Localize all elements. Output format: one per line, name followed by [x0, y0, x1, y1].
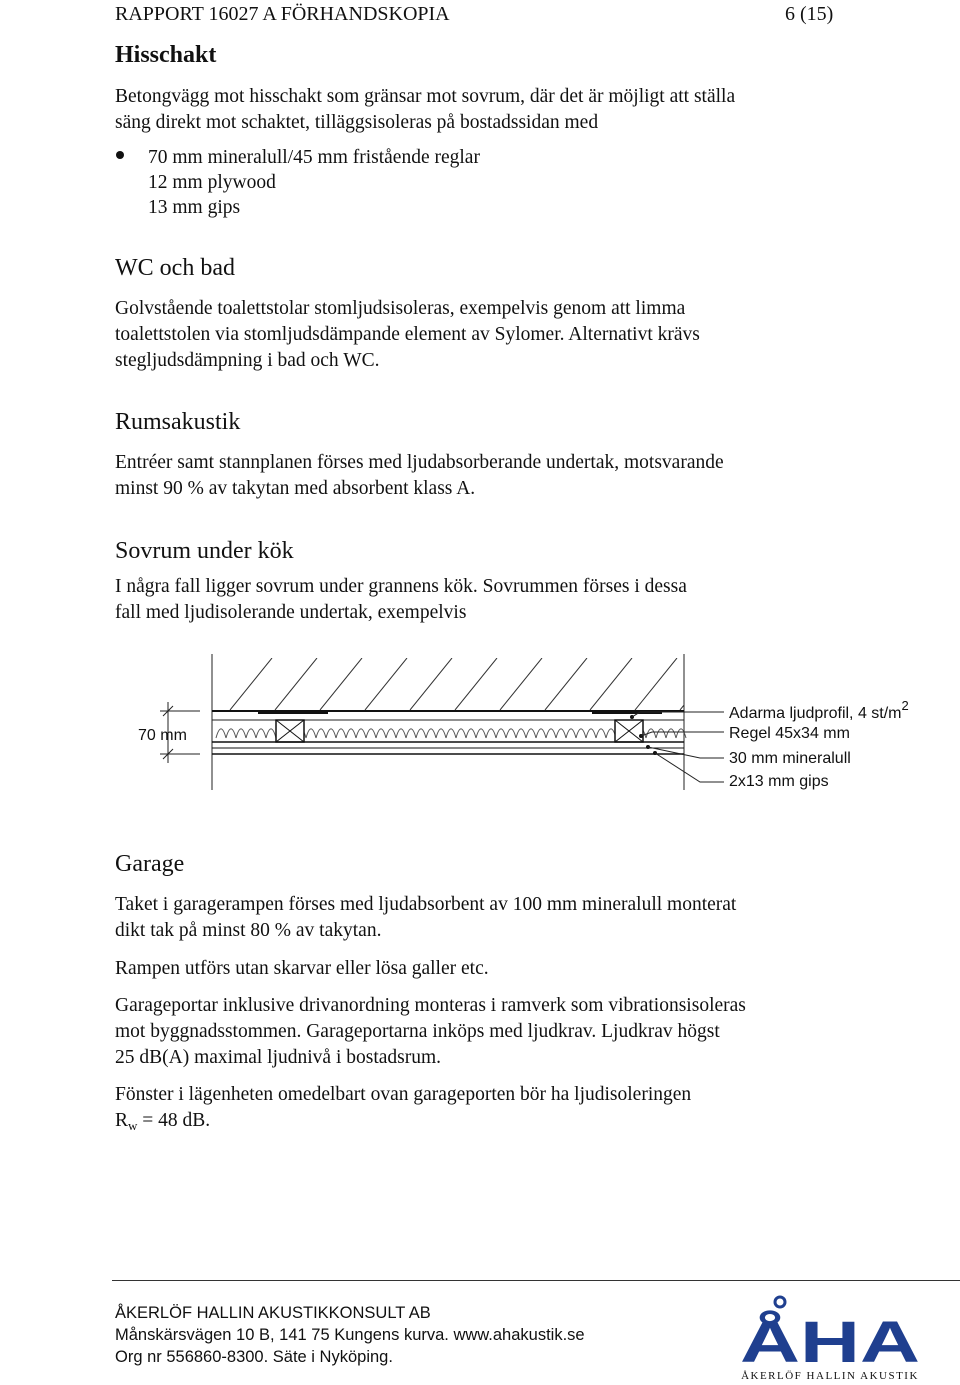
garage-paragraph-4	[115, 1082, 875, 1135]
footer-address: Månskärsvägen 10 B, 141 75 Kungens kurva. www.ahakustik.se	[115, 1326, 585, 1344]
rumsakustik-paragraph	[115, 450, 875, 502]
heading-rumsakustik: Rumsakustik	[115, 409, 241, 435]
garage-p1-line-2: dikt tak på minst 80 % av takytan.	[115, 920, 382, 941]
rw-symbol: R	[115, 1110, 129, 1131]
sovrum-line-1: I några fall ligger sovrum under grannens kök. Sovrummen förses i dessa	[115, 576, 687, 597]
garage-p1-line-1: Taket i garagerampen förses med ljudabsorbent av 100 mm mineralull monterat	[115, 894, 737, 915]
logo-ring-icon	[775, 1297, 785, 1307]
list-item: 70 mm mineralull/45 mm fristående reglar	[148, 147, 480, 168]
wc-line-1: Golvstående toalettstolar stomljudsisoleras, exempelvis genom att limma	[115, 298, 686, 319]
garage-paragraph-3	[115, 993, 875, 1071]
list-item: 12 mm plywood	[148, 172, 276, 193]
list-item: 13 mm gips	[148, 197, 241, 218]
wc-line-3: stegljudsdämpning i bad och WC.	[115, 350, 380, 371]
heading-hisschakt: Hisschakt	[115, 42, 217, 68]
footer-company: ÅKERLÖF HALLIN AKUSTIKKONSULT AB	[115, 1304, 431, 1322]
wc-line-2: toalettstolen via stomljudsdämpande element av Sylomer. Alternativt krävs	[115, 324, 700, 345]
label-regel: Regel 45x34 mm	[729, 725, 850, 742]
label-ljudprofil: Adarma ljudprofil, 4 $st/m^2$	[729, 698, 909, 722]
dimension-label: 70 mm	[138, 727, 187, 744]
ljudprofil-left	[258, 711, 328, 714]
logo-letters: ÅHA	[740, 1310, 920, 1375]
sovrum-line-2: fall med ljudisolerande undertak, exempelvis	[115, 602, 467, 623]
heading-garage: Garage	[115, 851, 185, 877]
hisschakt-line-1: Betongvägg mot hisschakt som gränsar mot sovrum, där det är möjligt att ställa	[115, 86, 736, 107]
leader-lines	[632, 712, 724, 782]
hisschakt-paragraph	[115, 84, 875, 136]
footer-org: Org nr 556860-8300. Säte i Nyköping.	[115, 1348, 393, 1366]
page-number: 6 (15)	[785, 3, 834, 25]
rumsakustik-line-2: minst 90 % av takytan med absorbent klass A.	[115, 478, 476, 499]
rumsakustik-line-1: Entréer samt stannplanen förses med ljudabsorberande undertak, motsvarande	[115, 452, 724, 473]
label-mineralull: 30 mm mineralull	[729, 750, 851, 767]
sovrum-paragraph	[115, 574, 875, 626]
garage-p3-line-2: mot byggnadsstommen. Garageportarna inköps med ljudkrav. Ljudkrav högst	[115, 1021, 720, 1042]
aha-logo	[730, 1292, 930, 1382]
heading-wc: WC och bad	[115, 255, 235, 281]
regel-right	[615, 720, 643, 742]
logo-company-text: ÅKERLÖF HALLIN AKUSTIK	[741, 1370, 919, 1382]
wc-paragraph	[115, 296, 875, 374]
regel-left	[276, 720, 304, 742]
garage-paragraph-2: Rampen utförs utan skarvar eller lösa galler etc.	[115, 958, 489, 979]
footer-divider	[112, 1280, 960, 1281]
garage-p4-line-1: Fönster i lägenheten omedelbart ovan garageporten bör ha ljudisoleringen	[115, 1084, 692, 1105]
concrete-slab-hatch	[230, 658, 722, 710]
bullet-icon	[116, 151, 124, 159]
rw-value: = 48 dB.	[137, 1110, 211, 1131]
garage-p3-line-3: 25 dB(A) maximal ljudnivå i bostadsrum.	[115, 1047, 442, 1068]
heading-sovrum: Sovrum under kök	[115, 538, 294, 564]
hisschakt-line-2: säng direkt mot schaktet, tilläggsisoleras på bostadssidan med	[115, 112, 599, 133]
label-gips: 2x13 mm gips	[729, 773, 829, 790]
ceiling-section-diagram	[0, 640, 960, 810]
rw-subscript: w	[128, 1118, 138, 1133]
garage-p3-line-1: Garageportar inklusive drivanordning monteras i ramverk som vibrationsisoleras	[115, 995, 746, 1016]
report-title: RAPPORT 16027 A FÖRHANDSKOPIA	[115, 3, 450, 25]
garage-paragraph-1	[115, 892, 875, 944]
